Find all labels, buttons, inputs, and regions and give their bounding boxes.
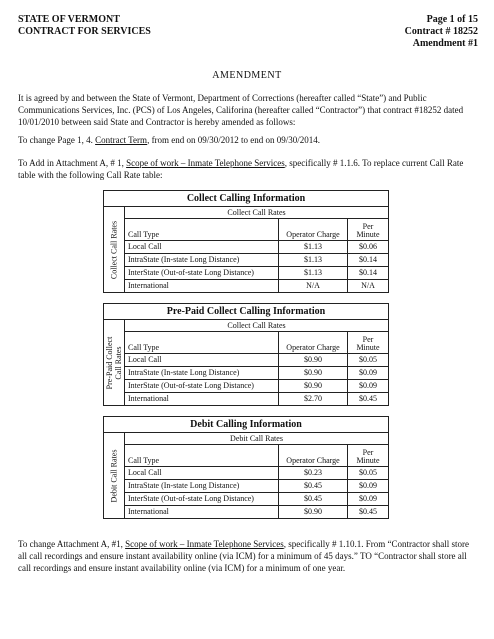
per-minute-cell: $0.14 — [348, 267, 389, 280]
operator-charge-cell: $1.13 — [279, 254, 348, 267]
intro-paragraph: It is agreed by and between the State of Vermont, Department of Corrections (hereafter called “State”) and Public Communications Services, Inc. (PCS) of Los Angeles, Califorina (hereafter called “Contractor”) that contract #18252 dated 10/01/2010 between said State and Contractor is hereby amended as follows: — [18, 93, 464, 127]
side-label: Pre-Paid Collect Call Rates — [105, 336, 123, 389]
table-header-row — [125, 219, 388, 241]
header-per-minute: Per Minute — [348, 332, 389, 354]
header-operator-charge: Operator Charge — [279, 219, 348, 241]
collect-calling-table — [103, 190, 389, 293]
table-subtitle: Collect Call Rates — [125, 207, 388, 219]
table-row — [125, 480, 388, 493]
call-type-cell: IntraState (In-state Long Distance) — [125, 480, 279, 493]
call-type-cell: Local Call — [125, 354, 279, 367]
side-label: Debit Call Rates — [109, 449, 119, 502]
table-title: Pre-Paid Collect Calling Information — [104, 304, 388, 320]
per-minute-cell: $0.09 — [348, 380, 389, 393]
document-header-left — [18, 14, 151, 38]
call-type-cell: InterState (Out-of-state Long Distance) — [125, 493, 279, 506]
header-call-type: Call Type — [125, 445, 279, 467]
operator-charge-cell: $0.90 — [279, 506, 348, 519]
operator-charge-cell: $2.70 — [279, 393, 348, 406]
scope-change-pre: To Add in Attachment A, # 1, — [18, 158, 127, 168]
header-per-minute: Per Minute — [348, 219, 389, 241]
call-type-cell: International — [128, 507, 169, 516]
document-type: CONTRACT FOR SERVICES — [18, 26, 151, 37]
table-row — [125, 506, 388, 519]
table-row — [125, 367, 388, 380]
per-minute-cell: $0.45 — [348, 506, 389, 519]
call-type-cell: IntraState (In-state Long Distance) — [125, 254, 279, 267]
call-type-cell: IntraState (In-state Long Distance) — [125, 367, 279, 380]
header-call-type: Call Type — [125, 219, 279, 241]
table-row — [125, 354, 388, 367]
table-title: Collect Calling Information — [104, 191, 388, 207]
rate-table — [125, 332, 388, 405]
side-label-cell — [104, 320, 125, 405]
operator-charge-cell: $0.45 — [279, 480, 348, 493]
per-minute-cell: $0.05 — [348, 354, 389, 367]
scope-change-post: , specifically # 1.1.6. To replace current Call Rate table with the following Call Rate table: — [18, 158, 464, 180]
per-minute-cell: $0.09 — [348, 493, 389, 506]
operator-charge-cell: $0.90 — [279, 367, 348, 380]
call-type-cell: Local Call — [125, 241, 279, 254]
operator-charge-cell: $0.90 — [279, 380, 348, 393]
operator-charge-cell: N/A — [279, 280, 348, 293]
per-minute-cell: $0.05 — [348, 467, 389, 480]
table-row — [125, 493, 388, 506]
call-type-cell: Local Call — [125, 467, 279, 480]
org-name: STATE OF VERMONT — [18, 14, 120, 25]
header-operator-charge: Operator Charge — [279, 332, 348, 354]
recording-retention-paragraph — [18, 538, 480, 574]
side-label-cell — [104, 433, 125, 518]
rate-table — [125, 445, 388, 518]
table-header-row — [125, 332, 388, 354]
per-minute-cell: $0.06 — [348, 241, 389, 254]
change-term-post: , from end on 09/30/2012 to end on 09/30/2014. — [147, 135, 321, 145]
table-title: Debit Calling Information — [104, 417, 388, 433]
operator-charge-cell: $0.90 — [279, 354, 348, 367]
contract-number: Contract # 18252 — [404, 26, 478, 37]
amendment-number: Amendment #1 — [412, 38, 478, 49]
call-type-cell: InterState (Out-of-state Long Distance) — [125, 380, 279, 393]
table-row — [125, 280, 388, 293]
change-term-paragraph — [18, 134, 480, 146]
table-row — [125, 380, 388, 393]
page-number: Page 1 of 15 — [426, 14, 478, 25]
document-header-right — [405, 14, 478, 50]
per-minute-cell: N/A — [348, 280, 389, 293]
operator-charge-cell: $0.45 — [279, 493, 348, 506]
call-type-cell: InterState (Out-of-state Long Distance) — [125, 267, 279, 280]
operator-charge-cell: $0.23 — [279, 467, 348, 480]
rate-table — [125, 219, 388, 292]
retention-post: , specifically # 1.10.1. From “Contractor shall store all call recordings and ensure instant availability online (via ICM) for a minimum of 45 days.” TO “Contractor shall store all call recordings and ensure instant availability online (via ICM) for a minimum of one year. — [18, 539, 469, 573]
header-operator-charge: Operator Charge — [279, 445, 348, 467]
scope-of-work-ref: Scope of work – Inmate Telephone Services — [126, 158, 285, 168]
table-row — [125, 254, 388, 267]
scope-change-paragraph — [18, 157, 480, 181]
table-subtitle: Debit Call Rates — [125, 433, 388, 445]
per-minute-cell: $0.09 — [348, 367, 389, 380]
call-type-cell: International — [128, 394, 169, 403]
call-type-cell: International — [128, 281, 169, 290]
table-row — [125, 467, 388, 480]
operator-charge-cell: $1.13 — [279, 267, 348, 280]
side-label: Collect Call Rates — [109, 220, 119, 279]
table-row — [125, 241, 388, 254]
per-minute-cell: $0.14 — [348, 254, 389, 267]
side-label-cell — [104, 207, 125, 292]
operator-charge-cell: $1.13 — [279, 241, 348, 254]
table-subtitle: Collect Call Rates — [125, 320, 388, 332]
prepaid-collect-calling-table — [103, 303, 389, 406]
page-title: AMENDMENT — [212, 70, 282, 81]
change-term-pre: To change Page 1, 4. — [18, 135, 96, 145]
table-header-row — [125, 445, 388, 467]
scope-of-work-ref: Scope of work – Inmate Telephone Services — [125, 539, 284, 549]
contract-term-ref: Contract Term — [95, 135, 148, 145]
table-row — [125, 393, 388, 406]
per-minute-cell: $0.09 — [348, 480, 389, 493]
header-call-type: Call Type — [125, 332, 279, 354]
header-per-minute: Per Minute — [348, 445, 389, 467]
retention-pre: To change Attachment A, #1, — [18, 539, 126, 549]
per-minute-cell: $0.45 — [348, 393, 389, 406]
debit-calling-table — [103, 416, 389, 519]
table-row — [125, 267, 388, 280]
